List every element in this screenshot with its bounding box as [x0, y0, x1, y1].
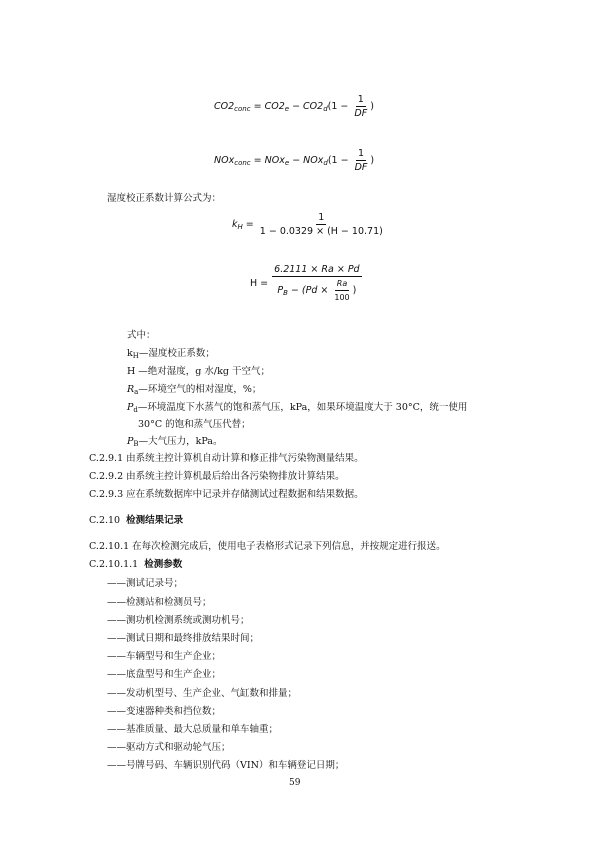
where-label: 式中：	[127, 330, 156, 341]
def-pd: $P_d—$环境温度下水蒸气的饱和蒸气压，kPa，如果环境温度大于 30°C，统一使用	[127, 402, 468, 414]
clause-c2101: C.2.10.1 在每次检测完成后，使用电子表格形式记录下列信息，并按规定进行报送。	[89, 541, 446, 552]
list-item: ——测试日期和最终排放结果时间；	[107, 633, 260, 644]
clause-c292: C.2.9.2 由系统主控计算机最后给出各污染物排放计算结果。	[89, 471, 345, 482]
kh-formula: $k_H$ = $\frac{1}{1 - 0.0329 \times (H - 10.71)}$	[232, 212, 383, 237]
co2-formula: $CO2_{conc} = CO2_e - CO2_d(1$ − $\frac{1}{DF}$ )	[214, 94, 374, 119]
humidity-intro: 湿度校正系数计算公式为：	[107, 193, 222, 204]
def-pb: $P_B—$大气压力，kPa。	[127, 436, 223, 448]
clause-c293: C.2.9.3 应在系统数据库中记录并存储测试过程数据和结果数据。	[89, 489, 364, 500]
list-item: ——发动机型号、生产企业、气缸数和排量；	[107, 688, 298, 699]
nox-formula: NOx$_{conc}$ = NOx$_e$ − NOx$_d$(1 − $\frac{1}{DF}$ )	[214, 148, 375, 173]
list-item: ——基准质量、最大总质量和单车轴重；	[107, 724, 279, 735]
section-heading-c210: C.2.10 检测结果记录	[89, 515, 184, 526]
def-ra: $R_a—$环境空气的相对湿度，%；	[127, 384, 262, 396]
subsection-heading-c21011: C.2.10.1.1 检测参数	[89, 559, 183, 570]
list-item: ——检测站和检测员号；	[107, 597, 212, 608]
def-kh: $k_H—$湿度校正系数；	[127, 348, 215, 360]
list-item: ——测试记录号；	[107, 578, 184, 589]
list-item: ——驱动方式和驱动轮气压；	[107, 742, 231, 753]
def-pd-cont: 30°C 的饱和蒸气压代替；	[138, 419, 251, 430]
clause-c291: C.2.9.1 由系统主控计算机自动计算和修正排气污染物测量结果。	[89, 453, 364, 464]
list-item: ——底盘型号和生产企业；	[107, 669, 222, 680]
h-formula: H = 6.2111 × Ra × Pd $P_B - (Pd$ × $\frac{Ra}{100}$ )	[250, 264, 360, 302]
page-number: 59	[289, 778, 301, 788]
list-item: ——号牌号码、车辆识别代码（VIN）和车辆登记日期；	[107, 760, 345, 771]
list-item: ——变速器种类和挡位数；	[107, 706, 222, 717]
list-item: ——测功机检测系统或测功机号；	[107, 615, 250, 626]
def-h: H —绝对湿度，g 水/kg 干空气；	[127, 366, 270, 377]
list-item: ——车辆型号和生产企业；	[107, 651, 222, 662]
